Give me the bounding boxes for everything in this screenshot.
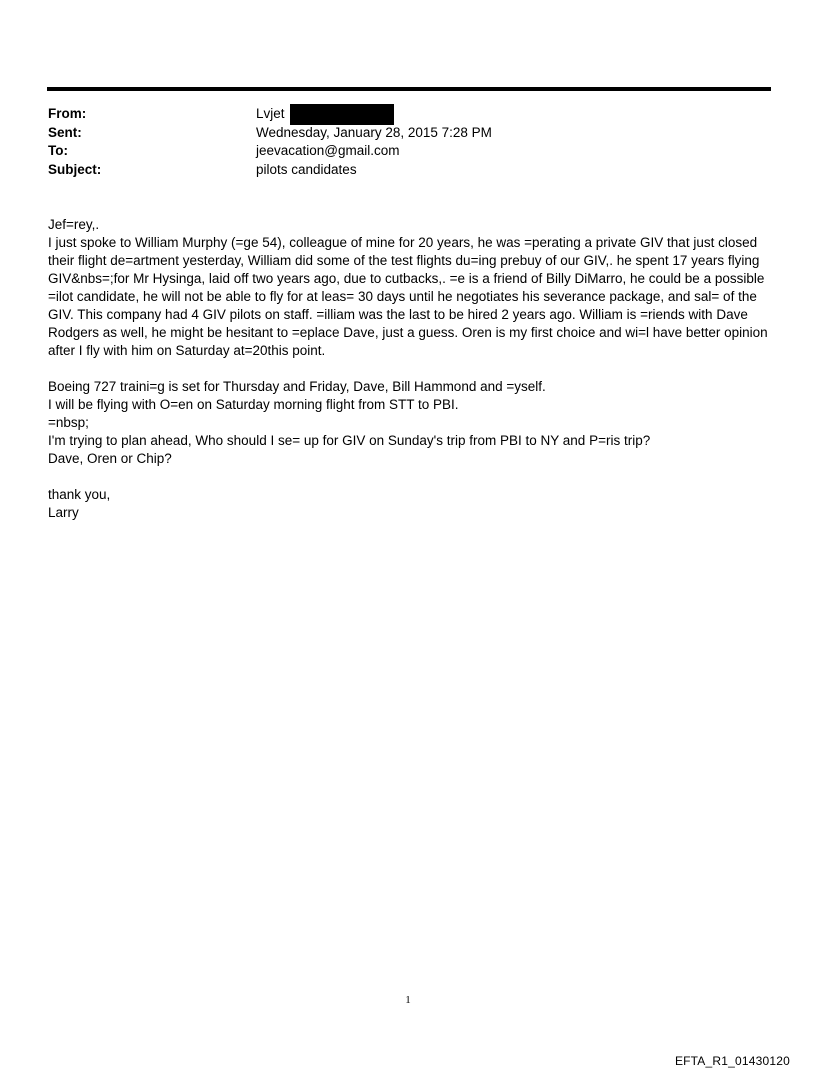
signature: Larry (48, 505, 79, 520)
sent-value: Wednesday, January 28, 2015 7:28 PM (256, 124, 492, 140)
paragraph-2: Boeing 727 traini=g is set for Thursday and Friday, Dave, Bill Hammond and =yself. (48, 379, 546, 394)
sent-row (48, 124, 748, 143)
body-line: GIV&nbs=;for Mr Hysinga, laid off two years ago, due to cutbacks,. =e is a friend of Billy DiMarro, he could be a possible (48, 271, 765, 286)
greeting: Jef=rey,. (48, 217, 100, 232)
from-value: Lvjet (256, 106, 285, 121)
body-line: I'm trying to plan ahead, Who should I se= up for GIV on Sunday's trip from PBI to NY and P=ris trip? (48, 433, 651, 448)
to-row (48, 142, 748, 161)
body-line: I will be flying with O=en on Saturday morning flight from STT to PBI. (48, 397, 459, 412)
sent-label: Sent: (48, 124, 82, 140)
page-number: 1 (405, 994, 411, 1006)
paragraph-1 (48, 234, 772, 360)
from-row (48, 105, 748, 124)
body-line: after I fly with him on Saturday at=20this point. (48, 343, 326, 358)
to-label: To: (48, 143, 68, 158)
body-line: their flight de=artment yesterday, William did some of the test flights du=ing prebuy of our GIV,. he spent 17 years flying (48, 253, 760, 268)
bates-number: EFTA_R1_01430120 (674, 1054, 790, 1068)
to-value: jeevacation@gmail.com (256, 143, 400, 158)
closing (48, 486, 772, 522)
body-line: Rodgers as well, he might be hesitant to =eplace Dave, just a guess. Oren is my first choice and wi=l have better opinion (48, 325, 768, 340)
sign-off: thank you, (48, 487, 111, 502)
body-line: I just spoke to William Murphy (=ge 54), colleague of mine for 20 years, he was =perating a private GIV that just closed (48, 235, 758, 250)
body-line: =ilot candidate, he will not be able to fly for at leas= 30 days until he negotiates his severance package, and sal= of the (48, 289, 757, 304)
email-header (48, 105, 748, 179)
paragraph-3 (48, 396, 772, 468)
subject-value: pilots candidates (256, 161, 357, 177)
from-label: From: (48, 106, 87, 121)
body-line: =nbsp; (48, 415, 89, 430)
body-line: GIV. This company had 4 GIV pilots on staff. =illiam was the last to be hired 2 years ago. William is =riends with Dave (48, 307, 748, 322)
subject-row (48, 161, 748, 180)
email-body (48, 216, 772, 522)
subject-label: Subject: (48, 161, 102, 177)
header-divider (47, 87, 771, 91)
redaction-box (290, 104, 394, 125)
body-line: Dave, Oren or Chip? (48, 451, 172, 466)
